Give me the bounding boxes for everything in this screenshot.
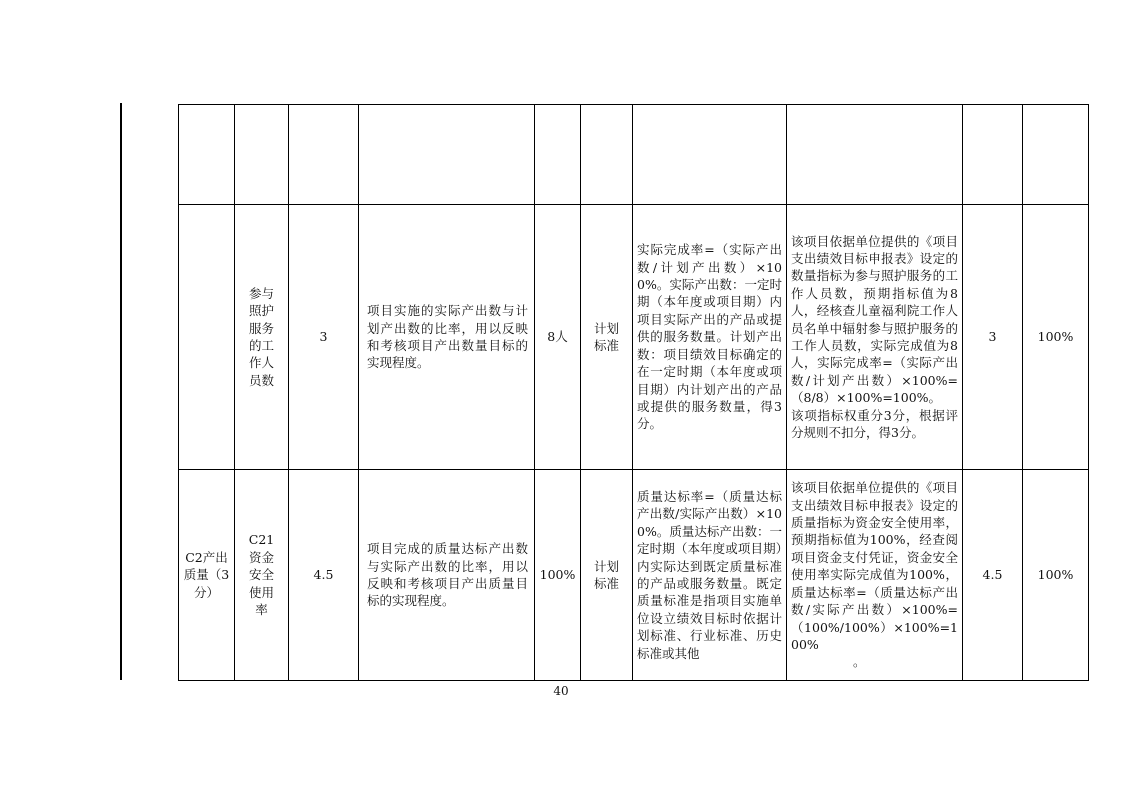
weight-cell: 4.5 [289, 470, 359, 681]
target-cell: 100% [535, 470, 581, 681]
analysis-paragraph: 该项目依据单位提供的《项目支出绩效目标申报表》设定的数量指标为参与照护服务的工作人员数，预期指标值为8人，经核查儿童福利院工作人员名单中辐射参与照护服务的工作人员数，实际完成值为8人，实际完成率=（实际产出数/计划产出数）×100%=（8/8）×100%=100%。 [791, 233, 958, 406]
method-cell: 质量达标率=（质量达标产出数/实际产出数）×100%。质量达标产出数：一定时期（本年度或项目期）内实际达到既定质量标准的产品或服务数量。既定质量标准是指项目实施单位设立绩效目标时依据计划标准、行业标准、历史标准或其他 [633, 470, 787, 681]
score-cell: 3 [963, 205, 1023, 470]
table-row [179, 205, 1089, 470]
standard-cell: 计划标准 [581, 470, 633, 681]
method-cell [633, 105, 787, 205]
target-cell [535, 105, 581, 205]
target-cell: 8人 [535, 205, 581, 470]
page-margin-line [120, 103, 122, 680]
indicator-cell [235, 105, 289, 205]
description-cell [359, 105, 535, 205]
table-row [179, 105, 1089, 205]
analysis-cell [787, 470, 963, 681]
evaluation-table [178, 104, 1089, 681]
score-cell: 4.5 [963, 470, 1023, 681]
analysis-paragraph: 该项指标权重分3分，根据评分规则不扣分，得3分。 [791, 407, 958, 441]
standard-cell: 计划标准 [581, 205, 633, 470]
analysis-cell [787, 205, 963, 470]
standard-cell [581, 105, 633, 205]
rate-cell [1023, 105, 1089, 205]
method-cell: 实际完成率=（实际产出数/计划产出数）×100%。实际产出数：一定时期（本年度或项目期）内项目实际产出的产品或提供的服务数量。计划产出数：项目绩效目标确定的在一定时期（本年度或项目期）内计划产出的产品或提供的服务数量，得3分。 [633, 205, 787, 470]
weight-cell [289, 105, 359, 205]
weight-cell: 3 [289, 205, 359, 470]
analysis-paragraph: 该项目依据单位提供的《项目支出绩效目标申报表》设定的质量指标为资金安全使用率，预期指标值为100%，经查阅项目资金支付凭证，资金安全使用率实际完成值为100%，质量达标率=（质量达标产出数/实际产出数）×100%=（100%/100%）×100%=100% [791, 480, 958, 652]
table-row [179, 470, 1089, 681]
indicator-cell: 参与照护服务的工作人员数 [235, 205, 289, 470]
score-cell [963, 105, 1023, 205]
description-cell: 项目实施的实际产出数与计划产出数的比率，用以反映和考核项目产出数量目标的实现程度。 [359, 205, 535, 470]
category-cell: C2产出质量（3分） [179, 470, 235, 681]
category-cell [179, 105, 235, 205]
indicator-cell: C21资金安全使用率 [235, 470, 289, 681]
analysis-cell [787, 105, 963, 205]
category-cell [179, 205, 235, 470]
page-number: 40 [553, 684, 569, 698]
rate-cell: 100% [1023, 470, 1089, 681]
description-cell: 项目完成的质量达标产出数与实际产出数的比率，用以反映和考核项目产出质量目标的实现程度。 [359, 470, 535, 681]
analysis-tail: 。 [853, 654, 866, 670]
rate-cell: 100% [1023, 205, 1089, 470]
